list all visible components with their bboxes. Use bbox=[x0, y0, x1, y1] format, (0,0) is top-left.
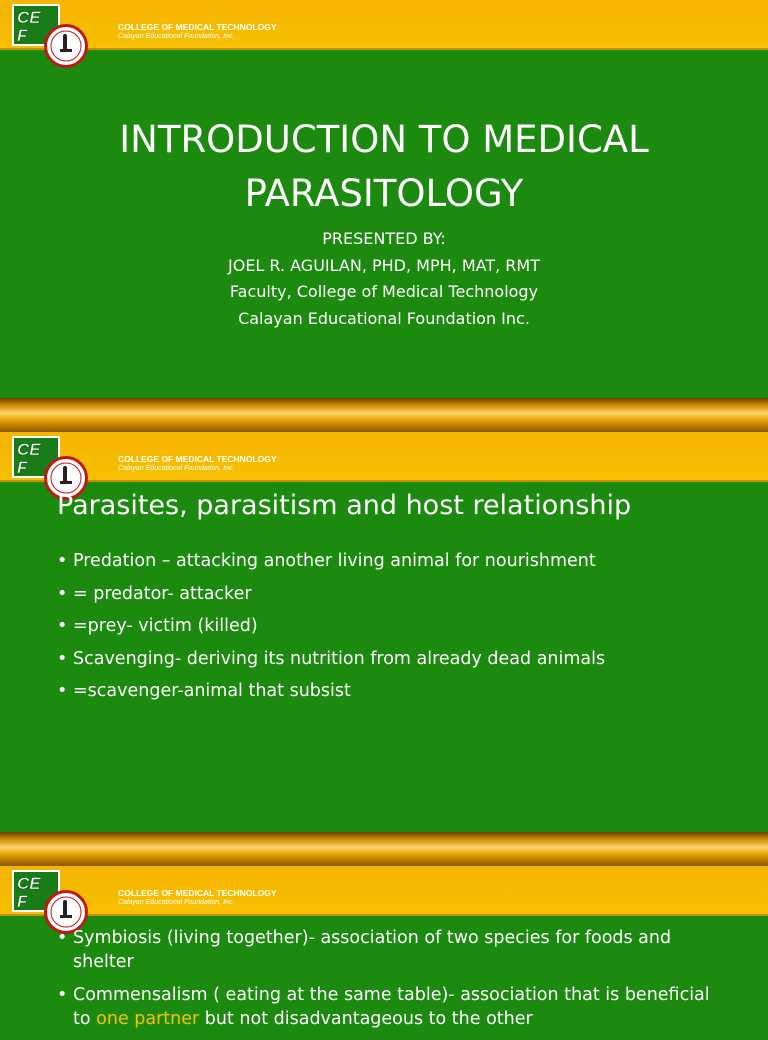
slide-header bbox=[0, 432, 768, 482]
slide-header bbox=[0, 0, 768, 50]
slide-2-title: Parasites, parasitism and host relationship bbox=[57, 490, 632, 521]
slide-divider bbox=[0, 398, 768, 432]
list-item: • Commensalism ( eating at the same table)- association that is beneficial to one partner but not disadvantageous to the other bbox=[57, 985, 710, 1029]
slide-divider bbox=[0, 832, 768, 866]
svg-text:F: F bbox=[17, 892, 28, 910]
header-foundation-name: Calayan Educational Foundation, Inc. bbox=[118, 899, 235, 906]
header-foundation-name: Calayan Educational Foundation, Inc. bbox=[118, 33, 235, 40]
list-item: • =prey- victim (killed) bbox=[57, 616, 258, 636]
presenter-faculty: Faculty, College of Medical Technology bbox=[229, 282, 539, 301]
svg-text:F: F bbox=[17, 26, 28, 44]
slide-header bbox=[0, 866, 768, 916]
header-foundation-name: Calayan Educational Foundation, Inc. bbox=[118, 465, 235, 472]
svg-text:CE: CE bbox=[17, 874, 41, 893]
header-college-name: COLLEGE OF MEDICAL TECHNOLOGY bbox=[118, 22, 277, 32]
list-item: • =scavenger-animal that subsist bbox=[57, 681, 351, 701]
svg-text:F: F bbox=[17, 458, 28, 476]
slide-2-bullets bbox=[57, 545, 605, 708]
svg-text:CE: CE bbox=[17, 8, 41, 27]
slide-3-bullets bbox=[57, 926, 713, 1040]
highlighted-text: one partner bbox=[96, 1009, 200, 1029]
list-item: • Symbiosis (living together)- association of two species for foods and shelter bbox=[57, 928, 672, 972]
slide-1 bbox=[0, 0, 768, 398]
presented-by-label: PRESENTED BY: bbox=[322, 229, 446, 248]
college-seal-icon bbox=[44, 24, 88, 68]
presenter-institution: Calayan Educational Foundation Inc. bbox=[238, 308, 530, 328]
list-item: • Scavenging- deriving its nutrition from already dead animals bbox=[57, 648, 606, 669]
slide-1-title: INTRODUCTION TO MEDICAL PARASITOLOGY bbox=[119, 118, 649, 215]
header-college-name: COLLEGE OF MEDICAL TECHNOLOGY bbox=[118, 454, 277, 464]
presenter-info bbox=[0, 226, 768, 332]
list-item: • Predation – attacking another living animal for nourishment bbox=[57, 551, 596, 571]
presenter-name: JOEL R. AGUILAN, PHD, MPH, MAT, RMT bbox=[228, 255, 540, 275]
svg-text:CE: CE bbox=[17, 440, 41, 459]
header-college-name: COLLEGE OF MEDICAL TECHNOLOGY bbox=[118, 888, 277, 898]
list-item: • = predator- attacker bbox=[57, 583, 252, 604]
